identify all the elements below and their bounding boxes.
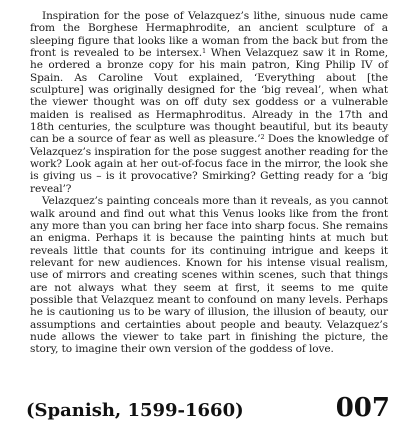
paragraph-1 (30, 10, 388, 195)
paragraph-1-text-c: Does the knowledge of Velazquez’s inspiration for the pose suggest another reading for the work? Look again at her out-of-focus face in the mirror, the look she is giving us – is it provocative? Smirking? Getting ready for a ‘big reveal’? (30, 133, 388, 195)
paragraph-1-text-b: When Velazquez saw it in Rome, he ordered a bronze copy for his main patron, King Philip IV of Spain. As Caroline Vout explained, ‘Everything about [the sculpture] was originally designed for the ‘big reveal’, when what the viewer thought was on off duty sex goddess or a vulnerable maiden is realised as Hermaphroditus. Already in the 17th and 18th centuries, the sculpture was thought beautiful, but its beauty can be a source of fear as well as pleasure.’ (30, 47, 389, 146)
artist-dates-caption: (Spanish, 1599-1660) (26, 400, 244, 421)
paragraph-1-text-a: Inspiration for the pose of Velazquez’s lithe, sinuous nude came from the Borghese Hermaphrodite, an ancient sculpture of a sleeping figure that looks like a woman from the back but from the front is revealed to be intersex. (30, 10, 388, 60)
paragraph-2: Velazquez’s painting conceals more than it reveals, as you cannot walk around and find out what this Venus looks like from the front any more than you can bring her face into sharp focus. She remains an enigma. Perhaps it is because the painting hints at much but reveals little that counts for its continuing intrigue and keeps it relevant for new audiences. Known for his intense visual realism, use of mirrors and creating scenes within scenes, such that things are not always what they seem at first, it seems to me quite possible that Velazquez meant to confound on many levels. Perhaps he is cautioning us to be wary of illusion, the illusion of beauty, our assumptions and certainties about people and beauty. Velazquez’s nude allows the viewer to take part in finishing the picture, the story, to imagine their own version of the goddess of love. (30, 195, 388, 356)
footnote-ref-2: 2 (260, 133, 265, 142)
article-body (30, 10, 388, 356)
footnote-ref-1: 1 (201, 47, 207, 56)
page-number: 007 (335, 393, 390, 423)
